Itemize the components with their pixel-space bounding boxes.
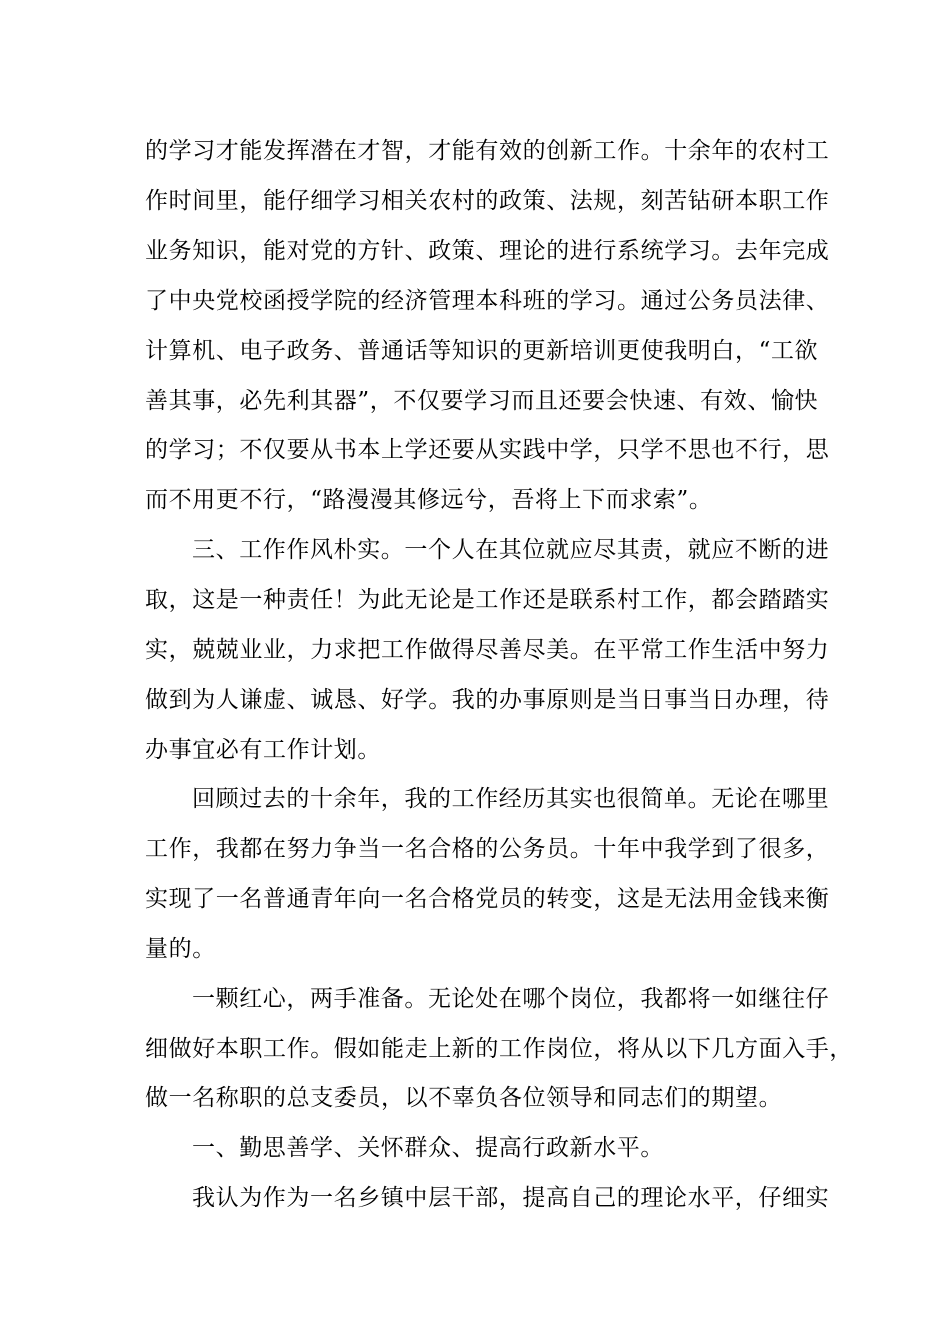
- text-line: 了中央党校函授学院的经济管理本科班的学习。通过公务员法律、: [145, 288, 830, 314]
- paragraph-start-line: 三、工作作风朴实。一个人在其位就应尽其责，就应不断的进: [192, 537, 830, 563]
- text-line: 业务知识，能对党的方针、政策、理论的进行系统学习。去年完成: [145, 238, 830, 264]
- text-line: 计算机、电子政务、普通话等知识的更新培训更使我明白，“工欲: [145, 338, 819, 364]
- text-line: 做到为人谦虚、诚恳、好学。我的办事原则是当日事当日办理，待: [145, 687, 830, 713]
- text-line: 善其事，必先利其器”，不仅要学习而且还要会快速、有效、愉快: [145, 388, 819, 414]
- text-line: 作时间里，能仔细学习相关农村的政策、法规，刻苦钻研本职工作: [145, 188, 830, 214]
- paragraph-start-line: 一颗红心，两手准备。无论处在哪个岗位，我都将一如继往仔: [192, 986, 830, 1012]
- text-line: 实，兢兢业业，力求把工作做得尽善尽美。在平常工作生活中努力: [145, 637, 830, 663]
- section-heading: 一、勤思善学、关怀群众、提高行政新水平。: [192, 1135, 664, 1161]
- text-line: 量的。: [145, 936, 216, 962]
- text-line: 做一名称职的总支委员，以不辜负各位领导和同志们的期望。: [145, 1085, 783, 1111]
- text-line: 的学习；不仅要从书本上学还要从实践中学，只学不思也不行，思: [145, 437, 830, 463]
- text-line: 工作，我都在努力争当一名合格的公务员。十年中我学到了很多，: [145, 836, 830, 862]
- text-line: 的学习才能发挥潜在才智，才能有效的创新工作。十余年的农村工: [145, 138, 830, 164]
- text-line: 办事宜必有工作计划。: [145, 737, 381, 763]
- paragraph-start-line: 回顾过去的十余年，我的工作经历其实也很简单。无论在哪里: [192, 786, 830, 812]
- text-line: 取，这是一种责任！为此无论是工作还是联系村工作，都会踏踏实: [145, 587, 830, 613]
- text-line: 而不用更不行，“路漫漫其修远兮，吾将上下而求索”。: [145, 487, 713, 513]
- text-line: 实现了一名普通青年向一名合格党员的转变，这是无法用金钱来衡: [145, 886, 830, 912]
- text-line: 细做好本职工作。假如能走上新的工作岗位，将从以下几方面入手，: [145, 1036, 853, 1062]
- paragraph-start-line: 我认为作为一名乡镇中层干部，提高自己的理论水平，仔细实: [192, 1185, 830, 1211]
